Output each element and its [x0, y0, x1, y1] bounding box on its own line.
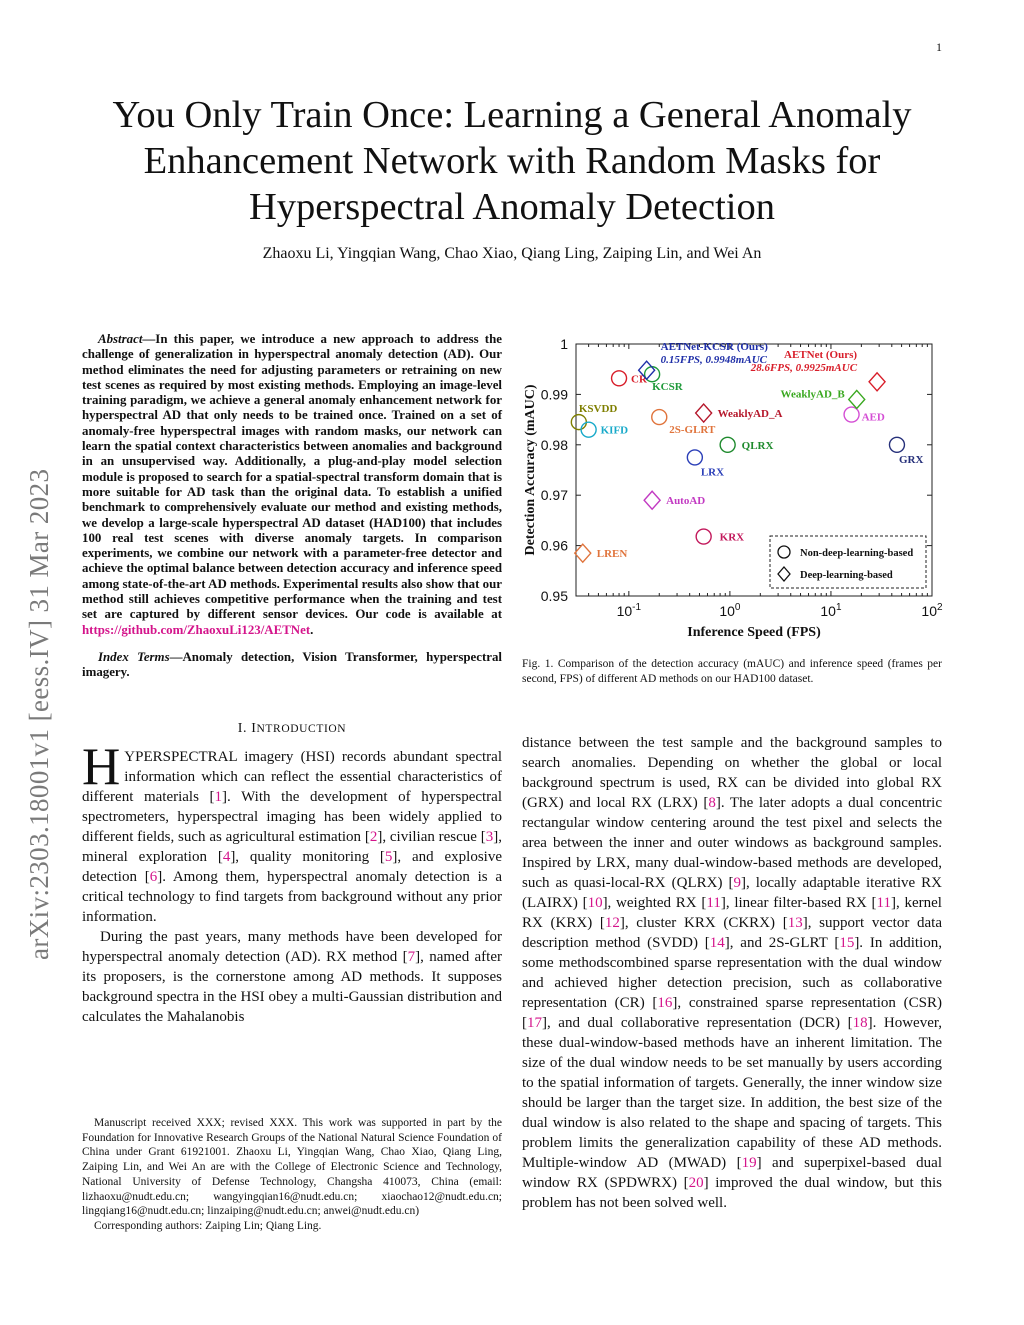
citation[interactable]: 11	[706, 895, 721, 911]
footnote	[82, 1116, 502, 1234]
abstract-body: —In this paper, we introduce a new approach to address the challenge of generalization in hyperspectral anomaly detection (AD). Our method eliminates the need for adjusting parameters or retraining on new test scenes as required by most existing methods. Employing an image-level training paradigm, we achieve a general anomaly enhancement network for hyperspectral AD that only needs to be trained once. Trained on a set of anomaly-free hyperspectral images with random masks, our network can learn the spatial context characteristics between anomalies and background in an unsupervised way. Additionally, a plug-and-play model selection module is proposed to search for a spatial-spectral transform domain that is more suitable for AD task than the original data. To establish a unified benchmark to comprehensively evaluate our method and existing methods, we develop a large-scale hyperspectral AD dataset (HAD100) that includes 100 real test scenes with diverse anomaly targets. In comparison experiments, we combine our network with a parameter-free detector and achieve the optimal balance between detection accuracy and inference speed among state-of-the-art AD methods. Experimental results also show that our method still achieves competitive performance when the training and test set are captured by different sensor devices. Our code is available at	[82, 332, 502, 622]
citation[interactable]: 2	[369, 828, 378, 845]
point-circle	[612, 371, 627, 386]
right-text-segment: ] and superpixel-based dual window RX (SPDWRX) [	[522, 1155, 942, 1191]
citation[interactable]: 1	[214, 788, 223, 805]
citation[interactable]: 4	[222, 848, 231, 865]
point-diamond	[575, 544, 591, 562]
legend-label: Deep-learning-based	[800, 570, 893, 581]
point-circle	[696, 529, 711, 544]
index-terms	[82, 650, 502, 681]
right-text-segment: ] improved the dual window, but this problem has not been solved well.	[522, 1175, 942, 1211]
x-tick-label: $10^1$	[820, 602, 842, 619]
right-text-segment: ]. The later adopts a dual concentric rectangular window centering around the test pixel and selects the area between the inner and outer windows as background samples. Inspired by LRX, many dual-window-based methods are developed, such as quasi-local-RX (QLRX) [	[522, 795, 943, 891]
paper-title: You Only Train Once: Learning a General Anomaly Enhancement Network with Random Masks for Hyperspectral Anomaly Detection	[112, 94, 912, 228]
right-text-segment: ], cluster KRX (CKRX) [	[619, 915, 788, 931]
point-label: WeaklyAD_A	[717, 408, 783, 421]
point-circle	[581, 422, 596, 437]
index-terms-body: —Anomaly detection, Vision Transformer, hyperspectral imagery.	[82, 649, 503, 680]
intro-text	[82, 737, 503, 1027]
right-paragraph	[522, 733, 942, 1213]
section-numeral: I. I	[237, 720, 257, 736]
citation[interactable]: 12	[604, 915, 620, 931]
citation[interactable]: 7	[407, 948, 416, 965]
abstract-end: .	[310, 622, 314, 637]
citation[interactable]: 11	[876, 895, 891, 911]
arxiv-stamp: arXiv:2303.18001v1 [eess.IV] 31 Mar 2023	[24, 468, 54, 960]
page-number: 1	[936, 40, 942, 54]
legend-label: Non-deep-learning-based	[800, 548, 914, 559]
y-tick-label: 0.95	[540, 588, 568, 604]
intro-paragraph-1: HYPERSPECTRAL imagery (HSI) records abundant spectral information which can reflect the essential characteristics of different materials [1]. With the development of hyperspectral spectrometers, hyperspectral imaging has been widely applied to different fields, such as agricultural estimation [2], civilian rescue [3], mineral exploration [4], quality monitoring [5], and explosive detection [6]. Among them, hyperspectral anomaly detection is a critical technology to find targets from background without any prior information.	[82, 737, 502, 925]
x-axis-label: Inference Speed (FPS)	[687, 625, 821, 640]
author-list: Zhaoxu Li, Yingqian Wang, Chao Xiao, Qiang Ling, Zaiping Lin, and Wei An	[262, 245, 762, 262]
point-diamond	[869, 373, 885, 391]
right-text-segment: ], constrained sparse representation (CSR) [	[522, 995, 942, 1031]
point-diamond	[644, 491, 660, 509]
point-label: AETNet-KCSR (Ours)	[660, 341, 768, 354]
point-label: CR	[631, 373, 647, 386]
y-axis-label: Detection Accuracy (mAUC)	[523, 384, 538, 556]
point-label: GRX	[898, 453, 924, 466]
scatter-chart	[514, 330, 954, 640]
point-label: KIFD	[600, 424, 629, 437]
point-label: QLRX	[741, 439, 774, 452]
point-note: 0.15FPS, 0.9948mAUC	[660, 354, 767, 367]
index-terms-lead: Index Terms	[98, 649, 170, 664]
right-text-segment: ]. In addition, some methodscombined sparse representation with the dual window and achieved higher detection precision, such as collaborative representation (CR) [	[522, 935, 942, 1011]
point-label: LRX	[700, 466, 725, 479]
right-column	[522, 733, 942, 1213]
point-circle	[687, 450, 702, 465]
citation[interactable]: 5	[384, 848, 393, 865]
right-text-segment: ], and 2S-GLRT [	[724, 935, 840, 951]
point-circle	[571, 415, 586, 430]
point-label: AutoAD	[666, 495, 706, 508]
citation[interactable]: 18	[852, 1015, 868, 1031]
citation[interactable]: 17	[527, 1015, 542, 1031]
section-heading-introduction	[82, 721, 502, 737]
x-tick-label: $10^{-1}$	[616, 602, 642, 619]
left-column	[82, 332, 502, 1027]
citation[interactable]: 3	[485, 828, 494, 845]
point-circle	[720, 437, 735, 452]
right-text-segment: ]. However, these dual-window-based methods have an inherent limitation. The size of the dual window needs to be set manually by users according to the spatial information of targets. Generally, the inner window size should be larger than the target size. In addition, the best size of the dual window is also related to the shape and spacing of targets. This problem limits the generalization capability of these AD methods. Multiple-window AD (MWAD) [	[522, 1015, 943, 1171]
point-label: LREN	[596, 548, 628, 561]
point-label: KSVDD	[578, 403, 618, 416]
citation[interactable]: 9	[733, 875, 741, 891]
citation[interactable]: 10	[587, 895, 603, 911]
right-text-segment: ], weighted RX [	[602, 895, 707, 911]
y-tick-label: 0.96	[540, 537, 568, 554]
code-link[interactable]: https://github.com/ZhaoxuLi123/AETNet	[82, 622, 311, 637]
point-label: 2S-GLRT	[669, 424, 716, 437]
point-label: WeaklyAD_B	[780, 388, 845, 401]
citation[interactable]: 14	[709, 935, 725, 951]
citation[interactable]: 6	[149, 868, 158, 885]
citation[interactable]: 20	[688, 1175, 704, 1191]
citation[interactable]: 8	[708, 795, 716, 811]
point-label: AETNet (Ours)	[784, 348, 858, 361]
figure-1	[514, 330, 954, 640]
right-text-segment: ], kernel RX (KRX) [	[522, 895, 942, 931]
footnote-funding: Manuscript received XXX; revised XXX. This work was supported in part by the Foundation for Innovative Research Groups of the National Natural Science Foundation of China under Grant 61921001. Zhaoxu Li, Yingqian Wang, Chao Xiao, Qiang Ling, Zaiping Lin, and Wei An are with the College of Electronic Science and Technology, National University of Defense Technology, Changsha 410073, China (email: lizhaoxu@nudt.edu.cn; wangyingqian16@nudt.edu.cn; xiaochao12@nudt.edu.cn; lingqiang16@nudt.edu.cn; linzaiping@nudt.edu.cn; anwei@nudt.edu.cn)	[82, 1117, 502, 1218]
point-circle	[889, 437, 904, 452]
citation[interactable]: 13	[787, 915, 803, 931]
x-tick-label: $10^0$	[719, 602, 741, 619]
point-note: 28.6FPS, 0.9925mAUC	[750, 361, 858, 374]
abstract-lead: Abstract	[98, 332, 143, 346]
point-label: KCSR	[652, 381, 683, 394]
right-text-segment: ], linear filter-based RX [	[720, 895, 877, 911]
abstract	[82, 332, 502, 638]
citation[interactable]: 16	[657, 995, 673, 1011]
drop-cap: H	[82, 737, 121, 796]
right-text-segment: ], and dual collaborative representation (DCR) [	[542, 1015, 853, 1031]
point-circle	[652, 410, 667, 425]
figure-caption: Fig. 1. Comparison of the detection accuracy (mAUC) and inference speed (frames per second, FPS) of different AD methods on our HAD100 dataset.	[522, 658, 942, 685]
y-tick-label: 0.99	[540, 386, 568, 403]
y-tick-label: 1	[560, 336, 568, 352]
right-text-segment: ], support vector data description method (SVDD) [	[522, 915, 942, 951]
x-tick-label: $10^2$	[921, 602, 943, 619]
section-name: NTRODUCTION	[256, 722, 347, 735]
point-label: AED	[861, 411, 885, 424]
right-text-segment: distance between the test sample and the background samples to search anomalies. Depending on whether the global or local background spectrum is used, RX can be divided into global RX (GRX) and local RX (LRX) [	[522, 735, 942, 811]
footnote-corresponding: Corresponding authors: Zaiping Lin; Qiang Ling.	[94, 1219, 322, 1232]
point-diamond	[849, 390, 865, 408]
y-tick-label: 0.97	[540, 487, 568, 504]
citation[interactable]: 15	[839, 935, 855, 951]
point-diamond	[696, 404, 712, 422]
point-label: KRX	[719, 531, 745, 544]
citation[interactable]: 19	[741, 1155, 757, 1171]
intro-paragraph-2: During the past years, many methods have been developed for hyperspectral anomaly detection (AD). RX method [7], named after its proposers, is the cornerstone among AD methods. It supposes background spectra in the HSI obey a multi-Gaussian distribution and calculates the Mahalanobis	[82, 928, 503, 1025]
right-text-segment: ], locally adaptable iterative RX (LAIRX) [	[522, 875, 942, 911]
y-tick-label: 0.98	[540, 436, 568, 453]
